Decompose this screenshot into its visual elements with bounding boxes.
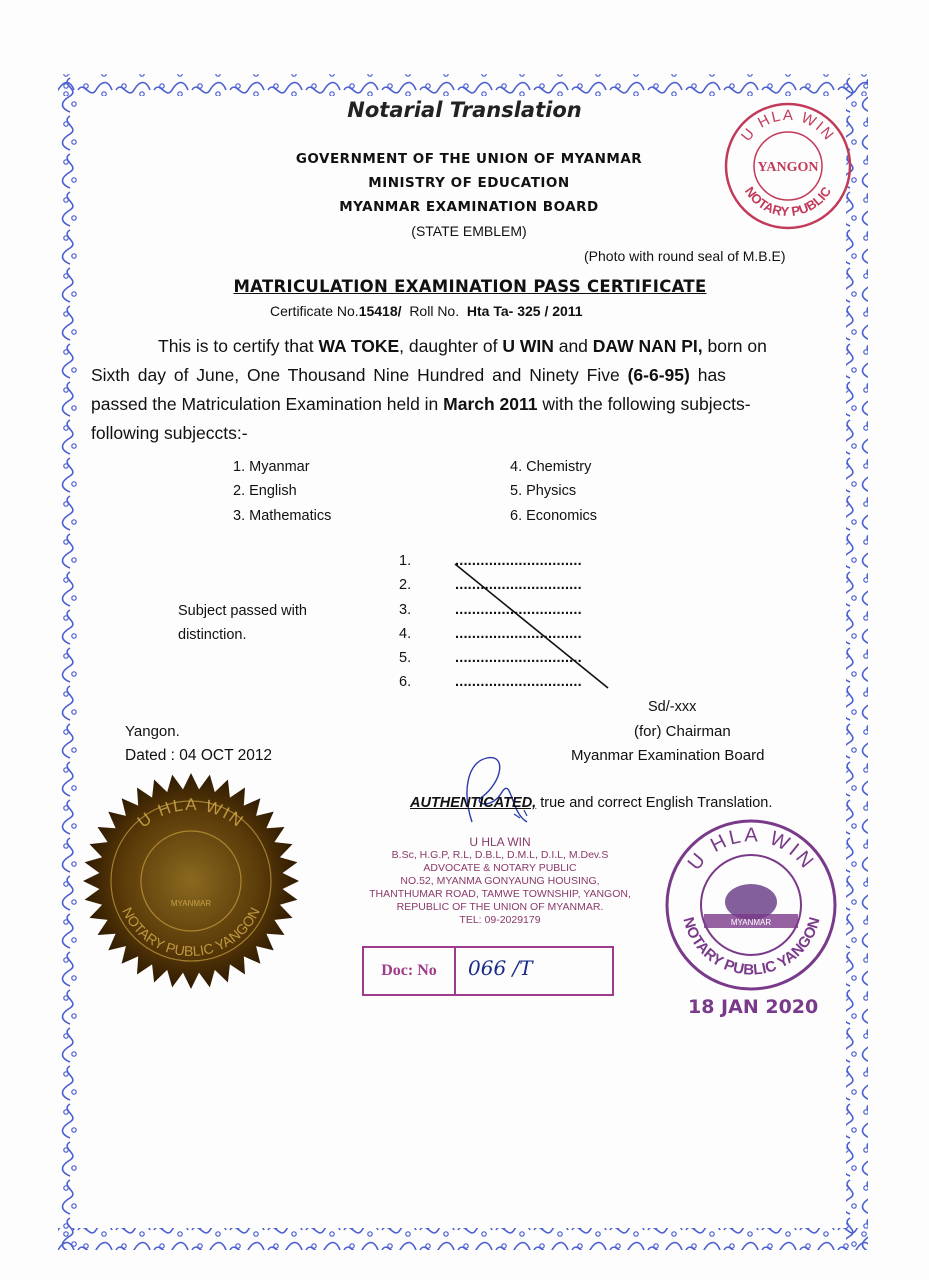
gold-embossed-seal <box>82 772 300 990</box>
state-emblem-note: (STATE EMBLEM) <box>411 223 527 239</box>
place: Yangon. <box>125 723 180 740</box>
date-of-birth: (6-6-95) <box>627 365 690 385</box>
body-text: passed the Matriculation Examination held in <box>91 394 444 414</box>
notary-address: NO.52, MYANMA GONYAUNG HOUSING, <box>400 875 600 887</box>
doc-number-label: Doc: No <box>364 948 456 994</box>
svg-text:U HLA WIN <box>684 824 819 874</box>
notary-round-seal <box>664 818 839 993</box>
father-name: U WIN <box>502 336 554 356</box>
body-line-3 <box>91 390 751 419</box>
distinction-number: 1. <box>399 553 412 569</box>
body-line-1 <box>158 332 767 361</box>
svg-text:U HLA WIN <box>738 107 838 145</box>
doc-number-box <box>362 946 614 996</box>
notary-seal-bottom: NOTARY PUBLIC YANGON <box>679 915 824 979</box>
blank-line: .............................. <box>455 553 582 569</box>
notary-seal-inner: MYANMAR <box>730 918 772 927</box>
notary-phone: TEL: 09-2029179 <box>459 914 541 926</box>
chairman-board: Myanmar Examination Board <box>571 747 765 764</box>
blank-line: .............................. <box>455 577 582 594</box>
subject-item: 4. Chemistry <box>510 459 592 475</box>
subject-item: 3. Mathematics <box>233 507 332 524</box>
blank-line: .............................. <box>455 601 582 618</box>
authentication-line <box>410 795 772 811</box>
student-name: WA TOKE <box>318 336 400 356</box>
authenticated-label: AUTHENTICATED, <box>410 795 537 811</box>
date-stamp: 18 JAN 2020 <box>688 996 819 1018</box>
body-text: and <box>553 336 593 356</box>
mother-name: DAW NAN PI, <box>592 336 703 356</box>
subjects-left <box>233 455 331 528</box>
body-text: born on <box>702 336 767 356</box>
gold-seal-icon <box>82 772 300 990</box>
blank-line: .............................. <box>455 674 582 691</box>
doc-number-value: 066 /T <box>468 956 533 980</box>
svg-text:NOTARY PUBLIC <box>742 183 835 219</box>
subject-item: 6. Economics <box>510 507 598 524</box>
notary-stamp <box>340 836 660 927</box>
notary-title: ADVOCATE & NOTARY PUBLIC <box>423 862 577 874</box>
roll-no-value: Hta Ta- 325 / 2011 <box>466 303 583 319</box>
for-chairman: (for) Chairman <box>634 723 731 740</box>
ministry-heading: MINISTRY OF EDUCATION <box>368 175 570 191</box>
board-heading: MYANMAR EXAMINATION BOARD <box>339 199 599 215</box>
seal-top-text: U HLA WIN <box>738 106 838 145</box>
seal-icon <box>722 100 854 232</box>
distinction-number: 4. <box>399 625 412 642</box>
distinction-label <box>178 599 307 648</box>
notary-name: U HLA WIN <box>469 835 531 849</box>
notary-seal-top: U HLA WIN <box>683 824 820 875</box>
signature-note: Sd/-xxx <box>648 699 697 715</box>
issue-date: Dated : 04 OCT 2012 <box>125 747 273 764</box>
body-text: with the following subjects- <box>537 394 751 414</box>
body-line-4: following subjeccts:- <box>91 423 248 443</box>
roll-no-label: Roll No. <box>409 303 460 319</box>
notary-address: THANTHUMAR ROAD, TAMWE TOWNSHIP, YANGON, <box>369 888 631 900</box>
subject-item: 2. English <box>233 483 297 500</box>
seal-bottom-text: NOTARY PUBLIC <box>741 183 835 220</box>
certificate-title: MATRICULATION EXAMINATION PASS CERTIFICATE <box>233 277 707 296</box>
distinction-number: 3. <box>399 601 412 618</box>
distinction-numbers <box>399 549 411 695</box>
subjects-right <box>510 455 597 528</box>
document-title: Notarial Translation <box>347 98 582 122</box>
cert-no-label: Certificate No. <box>270 303 359 319</box>
gold-seal-inner: MYANMAR <box>170 899 212 908</box>
blank-line: .............................. <box>455 625 582 642</box>
distinction-label-line: Subject passed with <box>178 603 307 619</box>
distinction-label-line: distinction. <box>178 627 247 644</box>
body-line-2 <box>91 361 726 390</box>
cert-no-value: 15418/ <box>358 303 402 319</box>
seal-center-text: YANGON <box>757 160 819 175</box>
authentication-text: true and correct English Translation. <box>536 795 773 811</box>
distinction-number: 6. <box>399 674 412 691</box>
subject-item: 5. Physics <box>510 483 577 500</box>
body-text: This is to certify that <box>158 336 319 356</box>
notary-seal-icon <box>664 818 839 993</box>
certificate-number-line <box>270 303 583 319</box>
government-heading: GOVERNMENT OF THE UNION OF MYANMAR <box>295 151 643 167</box>
body-text: has <box>689 365 726 385</box>
body-text: Sixth day of June, One Thousand Nine Hundred and Ninety Five <box>91 365 628 385</box>
gold-seal-bottom: NOTARY PUBLIC YANGON <box>119 904 263 960</box>
notary-address: REPUBLIC OF THE UNION OF MYANMAR. <box>396 901 604 913</box>
exam-date: March 2011 <box>443 394 538 414</box>
photo-note: (Photo with round seal of M.B.E) <box>584 248 786 264</box>
distinction-number: 2. <box>399 577 412 594</box>
yangon-notary-seal <box>722 100 854 232</box>
strike-through-line <box>450 560 615 695</box>
gold-seal-top: U HLA WIN <box>133 794 249 832</box>
blank-line: .............................. <box>455 650 582 667</box>
notary-qualifications: B.Sc, H.G.P, R.L, D.B.L, D.M.L, D.I.L, M.Dev.S <box>391 849 609 861</box>
body-text: , daughter of <box>399 336 503 356</box>
subject-item: 1. Myanmar <box>233 459 310 475</box>
distinction-number: 5. <box>399 650 412 667</box>
